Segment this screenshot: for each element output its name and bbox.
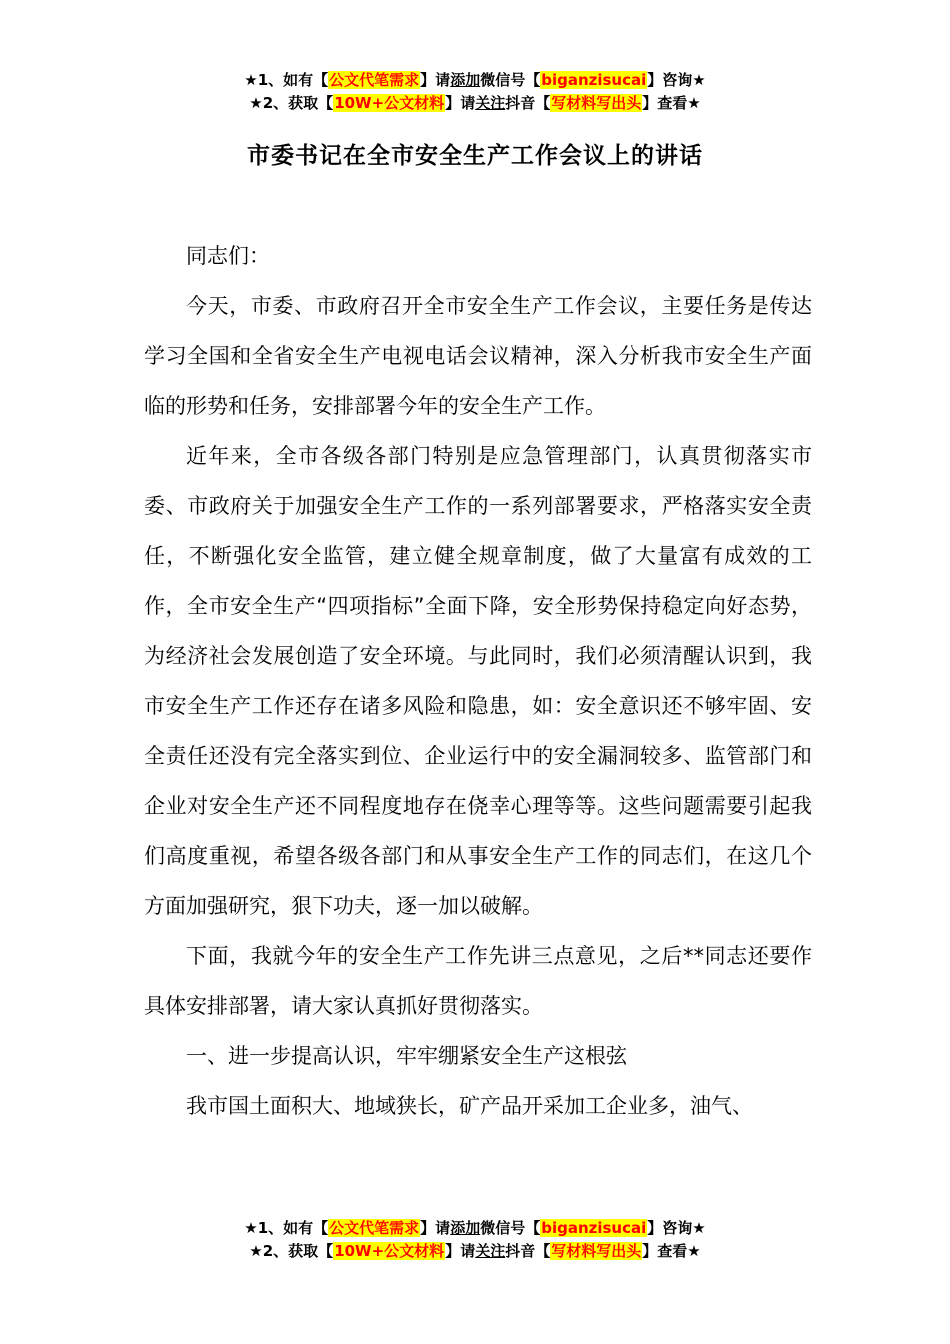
wechat-id-highlight: biganzisucai: [541, 71, 647, 89]
wechat-id-highlight: biganzisucai: [541, 1219, 647, 1237]
promo-line-1: [0, 1217, 950, 1240]
promo-highlight: 公文代笔需求: [329, 1219, 420, 1237]
promo-text: 】请: [420, 71, 451, 89]
promo-text: ★2、获取【: [249, 1242, 334, 1260]
promo-emphasis: 关注: [475, 94, 506, 112]
paragraph: 近年来，全市各级各部门特别是应急管理部门，认真贯彻落实市委、市政府关于加强安全生产工作的一系列部署要求，严格落实安全责任，不断强化安全监管，建立健全规章制度，做了大量富有成效的工作，全市安全生产“四项指标”全面下降，安全形势保持稳定向好态势，为经济社会发展创造了安全环境。与此同时，我们必须清醒认识到，我市安全生产工作还存在诸多风险和隐患，如：安全意识还不够牢固、安全责任还没有完全落实到位、企业运行中的安全漏洞较多、监管部门和企业对安全生产还不同程度地存在侥幸心理等等。这些问题需要引起我们高度重视，希望各级各部门和从事安全生产工作的同志们，在这几个方面加强研究，狠下功夫，逐一加以破解。: [144, 444, 812, 918]
promo-text: ★2、获取【: [249, 94, 334, 112]
promo-text: 抖音【: [505, 1242, 551, 1260]
promo-text: 】查看★: [642, 94, 701, 112]
promo-text: 】咨询★: [647, 1219, 706, 1237]
document-title: 市委书记在全市安全生产工作会议上的讲话: [247, 143, 703, 169]
promo-text: ★1、如有【: [244, 71, 329, 89]
paragraph: 下面，我就今年的安全生产工作先讲三点意见，之后**同志还要作具体安排部署，请大家认真抓好贯彻落实。: [144, 944, 812, 1018]
promo-highlight: 10W+公文材料: [334, 94, 445, 112]
promo-banner-top: [0, 69, 950, 115]
paragraph: 我市国土面积大、地域狭长，矿产品开采加工企业多，油气、: [186, 1094, 753, 1118]
promo-text: 微信号【: [480, 71, 541, 89]
promo-line-2: [0, 92, 950, 115]
promo-text: 抖音【: [505, 94, 551, 112]
promo-text: ★1、如有【: [244, 1219, 329, 1237]
promo-emphasis: 添加: [450, 71, 481, 89]
douyin-id-highlight: 写材料写出头: [551, 1242, 642, 1260]
promo-highlight: 10W+公文材料: [334, 1242, 445, 1260]
promo-highlight: 公文代笔需求: [329, 71, 420, 89]
promo-line-1: [0, 69, 950, 92]
document-body: [144, 231, 812, 1131]
douyin-id-highlight: 写材料写出头: [551, 94, 642, 112]
section-heading: 一、进一步提高认识，牢牢绷紧安全生产这根弦: [186, 1044, 627, 1068]
promo-text: 】查看★: [642, 1242, 701, 1260]
promo-text: 】请: [445, 94, 476, 112]
promo-text: 】请: [445, 1242, 476, 1260]
promo-text: 微信号【: [480, 1219, 541, 1237]
paragraph: 今天，市委、市政府召开全市安全生产工作会议，主要任务是传达学习全国和全省安全生产电视电话会议精神，深入分析我市安全生产面临的形势和任务，安排部署今年的安全生产工作。: [144, 294, 812, 418]
promo-text: 】咨询★: [647, 71, 706, 89]
promo-banner-bottom: [0, 1217, 950, 1263]
promo-emphasis: 关注: [475, 1242, 506, 1260]
promo-emphasis: 添加: [450, 1219, 481, 1237]
promo-text: 】请: [420, 1219, 451, 1237]
paragraph: 同志们：: [186, 244, 270, 268]
promo-line-2: [0, 1240, 950, 1263]
